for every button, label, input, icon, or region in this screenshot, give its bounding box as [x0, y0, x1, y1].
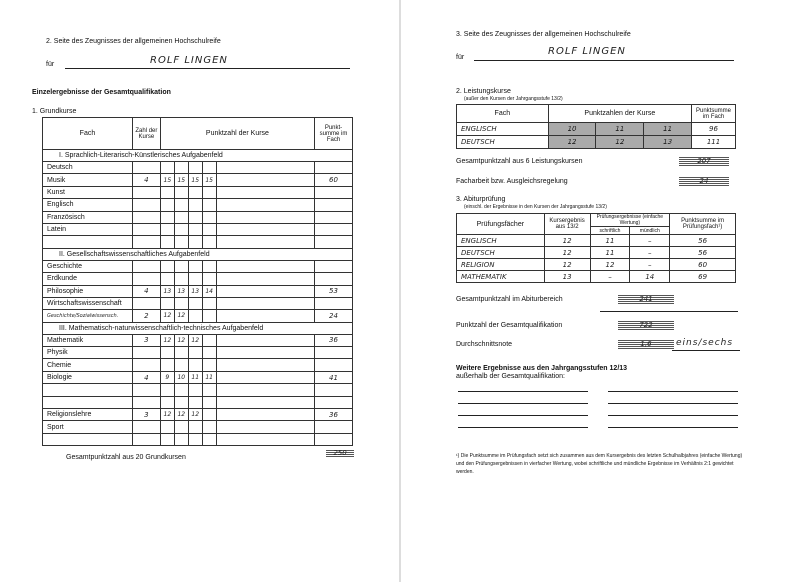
summe-cell	[315, 199, 353, 211]
dn-label: Durchschnittsnote	[456, 341, 513, 348]
abi-col-schr: schriftlich	[590, 227, 630, 235]
punkt-cell	[160, 199, 174, 211]
spacer-cell	[216, 396, 314, 408]
punkt-cell: 12	[160, 334, 174, 346]
table-row	[43, 371, 353, 383]
abi-col-mdl: mündlich	[630, 227, 670, 235]
col-header-zahl: Zahl der Kurse	[132, 118, 160, 150]
punkt-cell: 12	[160, 310, 174, 322]
fach-cell: Physik	[43, 347, 133, 359]
table-row	[43, 273, 353, 285]
summe-cell: 36	[315, 334, 353, 346]
spacer-cell	[216, 236, 314, 248]
punkt-cell	[202, 396, 216, 408]
right-header: 3. Seite des Zeugnisses der allgemeinen Hochschulreife	[456, 31, 631, 38]
punkt-cell	[174, 260, 188, 272]
abi-col-fach: Prüfungsfächer	[457, 214, 545, 235]
right-name: ROLF LINGEN	[548, 46, 626, 57]
gq-value: 722	[618, 321, 674, 331]
summe-cell: 60	[315, 174, 353, 186]
lk-gesamt-value: 207	[679, 157, 729, 167]
summe-cell: 41	[315, 371, 353, 383]
zahl-cell	[132, 347, 160, 359]
punkt-cell	[174, 396, 188, 408]
lk-summe-cell: 96	[692, 123, 736, 136]
summe-cell: 53	[315, 285, 353, 297]
fach-cell	[43, 384, 133, 396]
spacer-cell	[216, 384, 314, 396]
spacer-cell	[216, 347, 314, 359]
group-header: I. Sprachlich-Literarisch-Künstlerisches Aufgabenfeld	[43, 150, 353, 162]
dn-words: eins/sechs	[676, 338, 734, 348]
spacer-cell	[216, 273, 314, 285]
fach-cell: Erdkunde	[43, 273, 133, 285]
spacer-cell	[216, 371, 314, 383]
summe-cell	[315, 384, 353, 396]
punkt-cell: 15	[202, 174, 216, 186]
abi-summe-cell: 56	[670, 235, 736, 247]
zahl-cell	[132, 199, 160, 211]
abi-gesamt-line	[600, 311, 738, 312]
lk-gesamt-label: Gesamtpunktzahl aus 6 Leistungskursen	[456, 158, 583, 165]
punkt-cell	[160, 384, 174, 396]
abi-kurs-cell: 12	[544, 259, 590, 271]
punkt-cell: 12	[160, 409, 174, 421]
zahl-cell	[132, 162, 160, 174]
grundkurse-title: 1. Grundkurse	[32, 108, 77, 115]
punkt-cell: 13	[188, 285, 202, 297]
weitere-title: Weitere Ergebnisse aus den Jahrgangsstufen 12/13	[456, 365, 628, 372]
punkt-cell	[188, 162, 202, 174]
table-row	[43, 223, 353, 235]
table-row	[457, 123, 736, 136]
spacer-cell	[216, 310, 314, 322]
fach-cell	[43, 433, 133, 445]
summe-cell	[315, 223, 353, 235]
zahl-cell: 4	[132, 174, 160, 186]
punkt-cell	[160, 396, 174, 408]
abi-gesamt-label: Gesamtpunktzahl im Abiturbereich	[456, 296, 563, 303]
punkt-cell	[202, 199, 216, 211]
abi-col-summe: Punktsumme im Prüfungsfach¹)	[670, 214, 736, 235]
left-fuer-label: für	[46, 61, 55, 68]
lk-col-punkt: Punktzahlen der Kurse	[548, 105, 691, 123]
abi-fach-cell: MATHEMATIK	[457, 271, 545, 283]
punkt-cell	[174, 433, 188, 445]
lk-punkt-cell: 11	[596, 123, 644, 136]
punkt-cell: 11	[188, 371, 202, 383]
punkt-cell	[188, 260, 202, 272]
punkt-cell	[174, 199, 188, 211]
abi-schr-cell: –	[590, 271, 630, 283]
summe-cell	[315, 260, 353, 272]
punkt-cell	[160, 236, 174, 248]
lk-summe-cell: 111	[692, 136, 736, 149]
punkt-cell	[160, 211, 174, 223]
punkt-cell	[174, 236, 188, 248]
fach-cell: Latein	[43, 223, 133, 235]
punkt-cell	[202, 162, 216, 174]
punkt-cell	[160, 162, 174, 174]
fach-cell: Musik	[43, 174, 133, 186]
punkt-cell: 12	[188, 409, 202, 421]
punkt-cell	[188, 186, 202, 198]
summe-cell	[315, 236, 353, 248]
abi-kurs-cell: 12	[544, 235, 590, 247]
abi-fach-cell: ENGLISCH	[457, 235, 545, 247]
zahl-cell	[132, 223, 160, 235]
punkt-cell	[160, 359, 174, 371]
punkt-cell	[202, 297, 216, 309]
punkt-cell	[174, 384, 188, 396]
facharbeit-label: Facharbeit bzw. Ausgleichsregelung	[456, 178, 568, 185]
abi-title: 3. Abiturprüfung	[456, 196, 506, 203]
punkt-cell: 15	[174, 174, 188, 186]
punkt-cell	[160, 260, 174, 272]
punkt-cell	[174, 186, 188, 198]
fach-cell: Sport	[43, 421, 133, 433]
abi-summe-cell: 56	[670, 247, 736, 259]
table-row	[457, 247, 736, 259]
punkt-cell: 14	[202, 285, 216, 297]
punkt-cell	[202, 223, 216, 235]
name-line	[65, 68, 350, 69]
summe-cell	[315, 186, 353, 198]
col-header-punktzahl: Punktzahl der Kurse	[160, 118, 314, 150]
table-row	[43, 211, 353, 223]
punkt-cell	[174, 359, 188, 371]
zahl-cell	[132, 260, 160, 272]
spacer-cell	[216, 211, 314, 223]
punkt-cell	[202, 310, 216, 322]
fach-cell: Religionslehre	[43, 409, 133, 421]
table-row	[43, 421, 353, 433]
abi-gesamt-value: 241	[618, 295, 674, 305]
zahl-cell	[132, 186, 160, 198]
abi-mdl-cell: –	[630, 247, 670, 259]
punkt-cell: 15	[188, 174, 202, 186]
left-header: 2. Seite des Zeugnisses der allgemeinen Hochschulreife	[46, 38, 221, 45]
leistungskurse-table	[456, 104, 736, 149]
punkt-cell	[202, 421, 216, 433]
abi-subtitle: (einschl. der Ergebnisse in den Kursen der Jahrgangsstufe 13/2)	[464, 204, 607, 210]
lk-fach-cell: ENGLISCH	[457, 123, 549, 136]
table-row	[43, 433, 353, 445]
abi-kurs-cell: 12	[544, 247, 590, 259]
table-row	[43, 384, 353, 396]
summe-cell	[315, 211, 353, 223]
punkt-cell: 12	[174, 310, 188, 322]
spacer-cell	[216, 433, 314, 445]
summe-cell: 36	[315, 409, 353, 421]
punkt-cell	[202, 260, 216, 272]
punkt-cell	[160, 297, 174, 309]
punkt-cell	[160, 421, 174, 433]
fach-cell	[43, 236, 133, 248]
punkt-cell	[202, 236, 216, 248]
abi-schr-cell: 11	[590, 235, 630, 247]
lk-punkt-cell: 10	[548, 123, 596, 136]
punkt-cell	[174, 421, 188, 433]
punkt-cell	[202, 433, 216, 445]
abi-mdl-cell: –	[630, 259, 670, 271]
weitere-sub: außerhalb der Gesamtqualifikation:	[456, 373, 565, 380]
punkt-cell	[202, 273, 216, 285]
lk-title: 2. Leistungskurse	[456, 88, 511, 95]
lk-col-fach: Fach	[457, 105, 549, 123]
spacer-cell	[216, 186, 314, 198]
zahl-cell	[132, 421, 160, 433]
punkt-cell	[174, 347, 188, 359]
fach-cell: Kunst	[43, 186, 133, 198]
punkt-cell: 13	[160, 285, 174, 297]
fach-cell: Französisch	[43, 211, 133, 223]
right-page	[400, 0, 800, 582]
abi-mdl-cell: –	[630, 235, 670, 247]
table-row	[457, 271, 736, 283]
zahl-cell: 2	[132, 310, 160, 322]
fach-cell: Mathematik	[43, 334, 133, 346]
spacer-cell	[216, 334, 314, 346]
punkt-cell: 15	[160, 174, 174, 186]
abi-summe-cell: 60	[670, 259, 736, 271]
dn-value: 1,6	[618, 340, 674, 350]
spacer-cell	[216, 223, 314, 235]
fach-cell: Philosophie	[43, 285, 133, 297]
fach-cell: Englisch	[43, 199, 133, 211]
spacer-cell	[216, 174, 314, 186]
punkt-cell	[188, 199, 202, 211]
summe-cell: 24	[315, 310, 353, 322]
fach-cell: Wirtschaftswissenschaft	[43, 297, 133, 309]
lk-punkt-cell: 12	[548, 136, 596, 149]
right-name-line	[474, 60, 734, 61]
punkt-cell	[174, 162, 188, 174]
punkt-cell	[188, 433, 202, 445]
fach-cell: Deutsch	[43, 162, 133, 174]
fach-cell	[43, 396, 133, 408]
punkt-cell	[160, 433, 174, 445]
punkt-cell	[160, 347, 174, 359]
zahl-cell	[132, 211, 160, 223]
punkt-cell: 11	[202, 371, 216, 383]
spacer-cell	[216, 359, 314, 371]
summe-cell	[315, 297, 353, 309]
table-row	[457, 235, 736, 247]
summe-cell	[315, 347, 353, 359]
summe-cell	[315, 273, 353, 285]
lk-punkt-cell: 11	[644, 123, 692, 136]
punkt-cell	[188, 310, 202, 322]
fach-cell: Biologie	[43, 371, 133, 383]
fach-cell: Geschichte/Sozialwissensch.	[43, 310, 133, 322]
zahl-cell: 3	[132, 334, 160, 346]
punkt-cell	[202, 409, 216, 421]
punkt-cell	[160, 186, 174, 198]
zahl-cell: 4	[132, 371, 160, 383]
left-name: ROLF LINGEN	[150, 55, 228, 66]
table-row	[43, 285, 353, 297]
table-row	[457, 259, 736, 271]
spacer-cell	[216, 199, 314, 211]
abi-fach-cell: RELIGION	[457, 259, 545, 271]
facharbeit-value: 24	[679, 177, 729, 187]
gesamt-grundkurse-value: 250	[326, 449, 354, 458]
punkt-cell	[202, 359, 216, 371]
lk-punkt-cell: 12	[596, 136, 644, 149]
punkt-cell: 12	[174, 334, 188, 346]
abi-summe-cell: 69	[670, 271, 736, 283]
punkt-cell	[202, 384, 216, 396]
table-row	[43, 409, 353, 421]
abi-schr-cell: 12	[590, 259, 630, 271]
lk-fach-cell: DEUTSCH	[457, 136, 549, 149]
punkt-cell	[188, 396, 202, 408]
punkt-cell	[202, 347, 216, 359]
table-row	[43, 297, 353, 309]
lk-col-summe: Punktsumme im Fach	[692, 105, 736, 123]
lk-subtitle: (außer den Kursen der Jahrgangsstufe 13/2)	[464, 96, 563, 102]
abi-col-pruef: Prüfungsergebnisse (einfache Wertung)	[590, 214, 670, 227]
punkt-cell	[188, 211, 202, 223]
punkt-cell: 10	[174, 371, 188, 383]
lk-punkt-cell: 13	[644, 136, 692, 149]
table-row	[43, 199, 353, 211]
punkt-cell	[202, 186, 216, 198]
table-row	[43, 236, 353, 248]
col-header-summe: Punkt-summe im Fach	[315, 118, 353, 150]
punkt-cell	[160, 273, 174, 285]
table-row	[43, 334, 353, 346]
zahl-cell	[132, 236, 160, 248]
summe-cell	[315, 433, 353, 445]
punkt-cell	[174, 273, 188, 285]
table-row	[457, 136, 736, 149]
right-fuer-label: für	[456, 54, 465, 61]
punkt-cell	[160, 223, 174, 235]
punkt-cell	[174, 223, 188, 235]
spacer-cell	[216, 162, 314, 174]
table-row	[43, 396, 353, 408]
summe-cell	[315, 396, 353, 408]
summe-cell	[315, 162, 353, 174]
footnote: ¹) Die Punktsumme im Prüfungsfach setzt sich zusammen aus dem Kursergebnis des letzten Schulhalbjahres (einfache Wertung) und den Prüfungsergebnissen in vierfacher Wertung, wobei schriftliche und mündliche Ergebnisse im Verhältnis 2:1 gewichtet werden.	[456, 453, 743, 475]
punkt-cell: 12	[174, 409, 188, 421]
abi-schr-cell: 11	[590, 247, 630, 259]
abi-fach-cell: DEUTSCH	[457, 247, 545, 259]
spacer-cell	[216, 260, 314, 272]
col-header-fach: Fach	[43, 118, 133, 150]
punkt-cell	[202, 334, 216, 346]
zahl-cell: 4	[132, 285, 160, 297]
punkt-cell	[188, 347, 202, 359]
punkt-cell	[188, 236, 202, 248]
spacer-cell	[216, 409, 314, 421]
table-row	[43, 359, 353, 371]
dn-words-line	[672, 350, 740, 351]
zahl-cell	[132, 396, 160, 408]
grundkurse-table	[42, 117, 353, 446]
table-row	[43, 186, 353, 198]
zahl-cell	[132, 297, 160, 309]
zahl-cell	[132, 273, 160, 285]
table-row	[43, 310, 353, 322]
fach-cell: Geschichte	[43, 260, 133, 272]
group-header: III. Mathematisch-naturwissenschaftlich-technisches Aufgabenfeld	[43, 322, 353, 334]
fach-cell: Chemie	[43, 359, 133, 371]
punkt-cell	[188, 223, 202, 235]
left-section-title: Einzelergebnisse der Gesamtqualifikation	[32, 89, 171, 96]
gq-label: Punktzahl der Gesamtqualifikation	[456, 322, 563, 329]
punkt-cell	[174, 297, 188, 309]
punkt-cell	[174, 211, 188, 223]
punkt-cell	[188, 273, 202, 285]
punkt-cell	[188, 421, 202, 433]
abi-kurs-cell: 13	[544, 271, 590, 283]
gesamt-grundkurse-label: Gesamtpunktzahl aus 20 Grundkursen	[66, 454, 186, 461]
abi-mdl-cell: 14	[630, 271, 670, 283]
zahl-cell	[132, 384, 160, 396]
spacer-cell	[216, 285, 314, 297]
abi-col-kurs: Kursergebnis aus 13/2	[544, 214, 590, 235]
summe-cell	[315, 359, 353, 371]
table-row	[43, 174, 353, 186]
punkt-cell: 13	[174, 285, 188, 297]
punkt-cell	[188, 297, 202, 309]
table-row	[43, 260, 353, 272]
table-row	[43, 162, 353, 174]
zahl-cell: 3	[132, 409, 160, 421]
group-header: II. Gesellschaftswissenschaftliches Aufgabenfeld	[43, 248, 353, 260]
punkt-cell	[202, 211, 216, 223]
punkt-cell: 9	[160, 371, 174, 383]
zahl-cell	[132, 433, 160, 445]
spacer-cell	[216, 421, 314, 433]
zahl-cell	[132, 359, 160, 371]
summe-cell	[315, 421, 353, 433]
spacer-cell	[216, 297, 314, 309]
table-row	[43, 347, 353, 359]
punkt-cell: 12	[188, 334, 202, 346]
abitur-table	[456, 213, 736, 283]
punkt-cell	[188, 384, 202, 396]
punkt-cell	[188, 359, 202, 371]
